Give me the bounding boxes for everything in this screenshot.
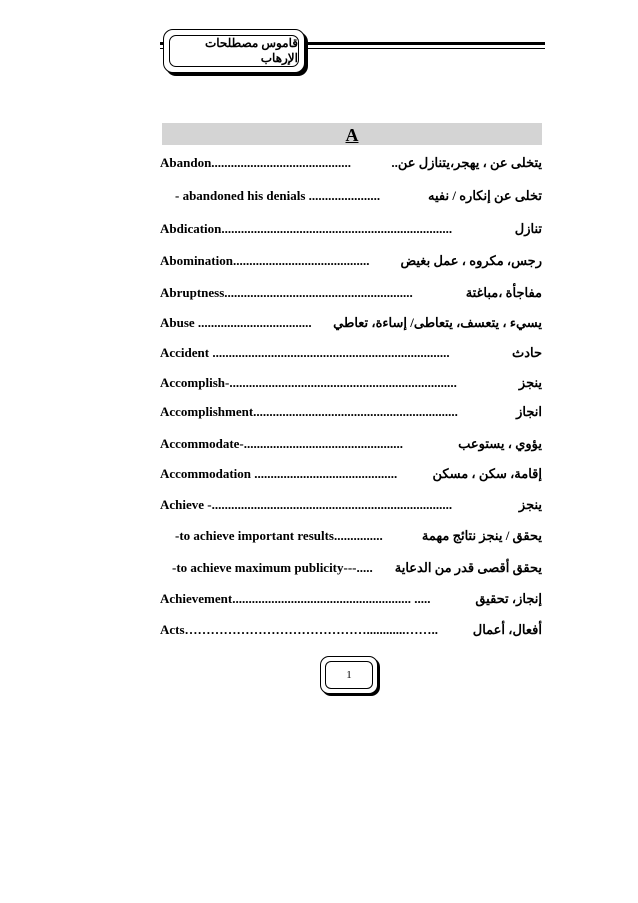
entry-row bbox=[160, 153, 542, 173]
entry-english: Accommodation ............................................ bbox=[160, 466, 398, 481]
entry-row bbox=[172, 558, 542, 578]
entry-row bbox=[160, 219, 542, 239]
entry-arabic: إقامة، سكن ، مسكن bbox=[432, 466, 542, 481]
entry-arabic: مفاجأة ،مباغتة bbox=[465, 285, 542, 300]
entry-arabic: أفعال، أعمال bbox=[472, 622, 542, 637]
entry-english: Acts……………………………………............…….. bbox=[160, 622, 439, 637]
entry-arabic: ينجز bbox=[518, 497, 542, 512]
entry-row bbox=[160, 589, 542, 609]
entry-row bbox=[160, 620, 542, 640]
entry-row bbox=[160, 343, 542, 363]
entry-arabic: ينجز bbox=[518, 375, 542, 390]
entry-row bbox=[160, 283, 542, 303]
entry-english: Abdication....................................................................... bbox=[160, 221, 453, 236]
section-letter: A bbox=[162, 123, 542, 145]
entry-row bbox=[175, 526, 542, 546]
entry-row bbox=[160, 402, 542, 422]
entry-arabic: يحقق أقصى قدر من الدعاية bbox=[394, 560, 542, 575]
entry-english: Abandon........................................... bbox=[160, 155, 352, 170]
entry-english: Accommodate-................................................. bbox=[160, 436, 403, 451]
entry-arabic: رجس، مكروه ، عمل بغيض bbox=[400, 253, 542, 268]
entry-row bbox=[160, 495, 542, 515]
entry-arabic: تنازل bbox=[514, 221, 542, 236]
entry-english: -to achieve important results............... bbox=[175, 528, 383, 543]
header-box bbox=[163, 29, 305, 73]
page-number-box bbox=[320, 656, 378, 694]
entry-row bbox=[160, 464, 542, 484]
entry-row bbox=[160, 373, 542, 393]
entry-arabic: حادث bbox=[511, 345, 542, 360]
entry-english: Abomination.......................................... bbox=[160, 253, 370, 268]
entry-row bbox=[175, 186, 542, 206]
entry-arabic: انجاز bbox=[516, 404, 542, 419]
entry-row bbox=[160, 251, 542, 271]
entry-arabic: يتخلى عن ، يهجر،يتنازل عن.. bbox=[391, 155, 542, 170]
entry-arabic: إنجاز، تحقيق bbox=[475, 591, 542, 606]
entry-arabic: يحقق / ينجز نتائج مهمة bbox=[421, 528, 542, 543]
page-number: 1 bbox=[325, 661, 373, 689]
entry-english: - abandoned his denials ...................... bbox=[175, 188, 381, 203]
entry-english: Achieve -.......................................................................... bbox=[160, 497, 453, 512]
entry-english: Accomplish-...................................................................... bbox=[160, 375, 457, 390]
entry-english: Accident ......................................................................... bbox=[160, 345, 450, 360]
entry-english: Abuse ................................... bbox=[160, 315, 312, 330]
header-title: قاموس مصطلحات الإرهاب bbox=[169, 35, 299, 67]
entry-arabic: تخلى عن إنكاره / نفيه bbox=[428, 188, 542, 203]
entry-english: Abruptness.......................................................... bbox=[160, 285, 413, 300]
entry-english: Achievement....................................................... ..... bbox=[160, 591, 431, 606]
entry-english: -to achieve maximum publicity---..... bbox=[172, 560, 373, 575]
entry-row bbox=[160, 434, 542, 454]
entry-arabic: يؤوي ، يستوعب bbox=[458, 436, 542, 451]
entry-row bbox=[160, 313, 542, 333]
entry-english: Accomplishment............................................................... bbox=[160, 404, 458, 419]
entry-arabic: يسيء ، يتعسف، يتعاطى/ إساءة، تعاطي bbox=[333, 315, 542, 330]
